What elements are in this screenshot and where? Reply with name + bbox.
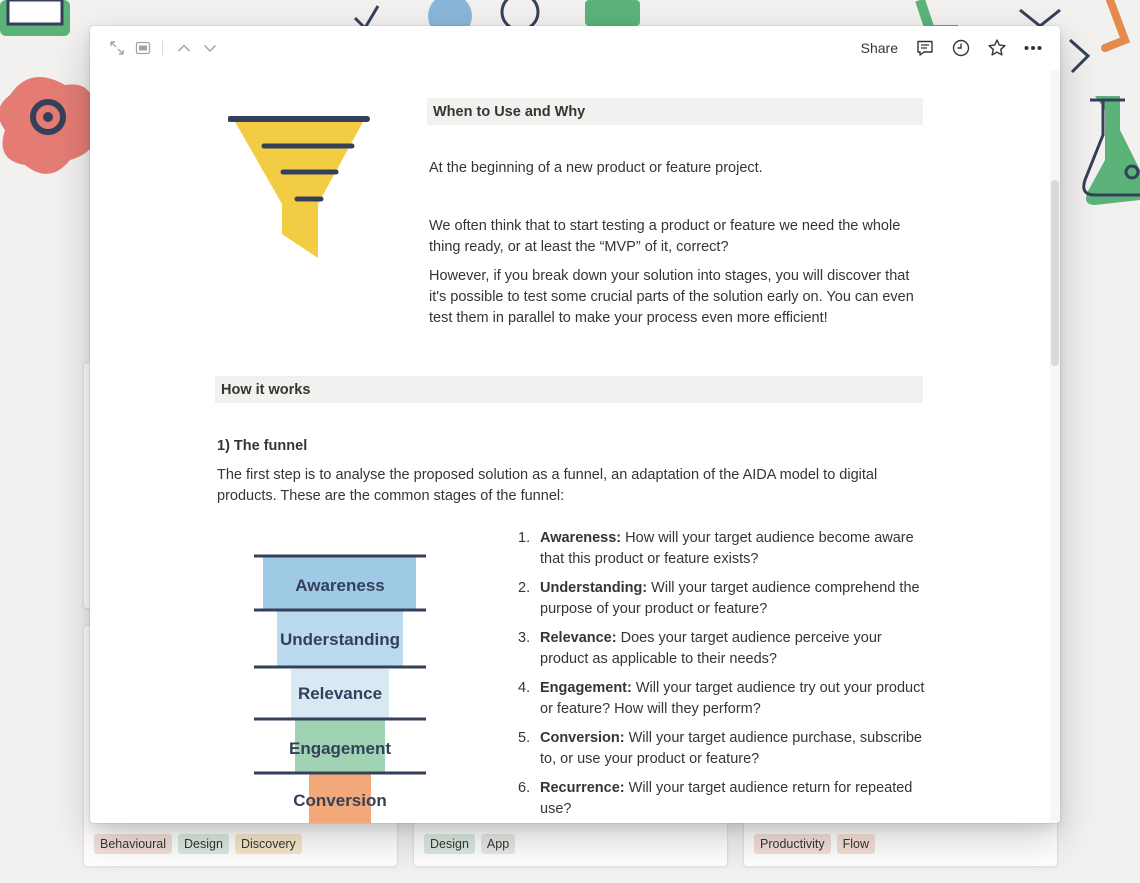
- stage-description: Does your target audience perceive your product as applicable to their needs?: [540, 630, 882, 667]
- list-item[interactable]: [518, 578, 928, 620]
- funnel-stages-list: [518, 528, 928, 823]
- list-number: 5.: [518, 730, 531, 746]
- paragraph-funnel-intro[interactable]: The first step is to analyse the proposed solution as a funnel, an adaptation of the AIDA model to digital products. These are the common stages of the funnel:: [217, 467, 878, 504]
- stage-description: How will your target audience become aware that this product or feature exists?: [540, 530, 914, 567]
- list-number: 1.: [518, 530, 531, 546]
- tag: App: [481, 834, 515, 854]
- list-number: 6.: [518, 780, 531, 796]
- stage-term: Relevance:: [540, 630, 617, 646]
- stage-description: Will your target audience return for repeated use?: [540, 780, 913, 817]
- paragraph-stages[interactable]: However, if you break down your solution into stages, you will discover that it's possible to test some crucial parts of the solution early on. You can even test them in parallel to make your process even more efficient!: [429, 268, 914, 326]
- list-item[interactable]: [518, 678, 928, 720]
- list-item[interactable]: [518, 778, 928, 820]
- list-number: 4.: [518, 680, 531, 696]
- stage-term: Recurrence:: [540, 780, 625, 796]
- stage-term: Awareness:: [540, 530, 622, 546]
- card-tags-1: [94, 834, 302, 854]
- tag: Productivity: [754, 834, 831, 854]
- understanding-label: Understanding: [280, 630, 400, 649]
- stage-term: Engagement:: [540, 680, 632, 696]
- tag: Flow: [837, 834, 875, 854]
- list-number: 2.: [518, 580, 531, 596]
- awareness-label: Awareness: [295, 576, 385, 595]
- stage-term: Conversion:: [540, 730, 625, 746]
- tag: Design: [424, 834, 475, 854]
- relevance-label: Relevance: [297, 684, 383, 703]
- funnel-icon: [228, 114, 370, 262]
- tag: Behavioural: [94, 834, 172, 854]
- funnel-stages-diagram: [250, 551, 430, 823]
- paragraph-mvp[interactable]: We often think that to start testing a product or feature we need the whole thing ready, or at least the “MVP” of it, correct?: [429, 218, 901, 255]
- stage-description: Will your target audience comprehend the purpose of your product or feature?: [540, 580, 920, 617]
- tag: Design: [178, 834, 229, 854]
- conversion-label: Conversion: [293, 791, 387, 810]
- heading-when-to-use[interactable]: When to Use and Why: [427, 98, 923, 125]
- paragraph-when[interactable]: At the beginning of a new product or feature project.: [429, 160, 763, 176]
- stage-description: Will your target audience try out your product or feature? How will they perform?: [540, 680, 925, 717]
- page-peek-modal: [90, 26, 1060, 823]
- stage-description: Will your target audience purchase, subscribe to, or use your product or feature?: [540, 730, 922, 767]
- card-tags-3: [754, 834, 875, 854]
- share-button[interactable]: Share: [860, 40, 898, 56]
- card-tags-2: [424, 834, 515, 854]
- scrollbar-thumb[interactable]: [1051, 180, 1059, 366]
- list-item[interactable]: [518, 628, 928, 670]
- stage-term: Understanding:: [540, 580, 648, 596]
- subheading-funnel[interactable]: 1) The funnel: [217, 438, 308, 454]
- page-content: [90, 26, 1050, 823]
- list-item[interactable]: [518, 728, 928, 770]
- engagement-label: Engagement: [288, 739, 392, 758]
- list-number: 3.: [518, 630, 531, 646]
- list-item[interactable]: [518, 528, 928, 570]
- tag: Discovery: [235, 834, 302, 854]
- heading-how-it-works[interactable]: How it works: [215, 376, 923, 403]
